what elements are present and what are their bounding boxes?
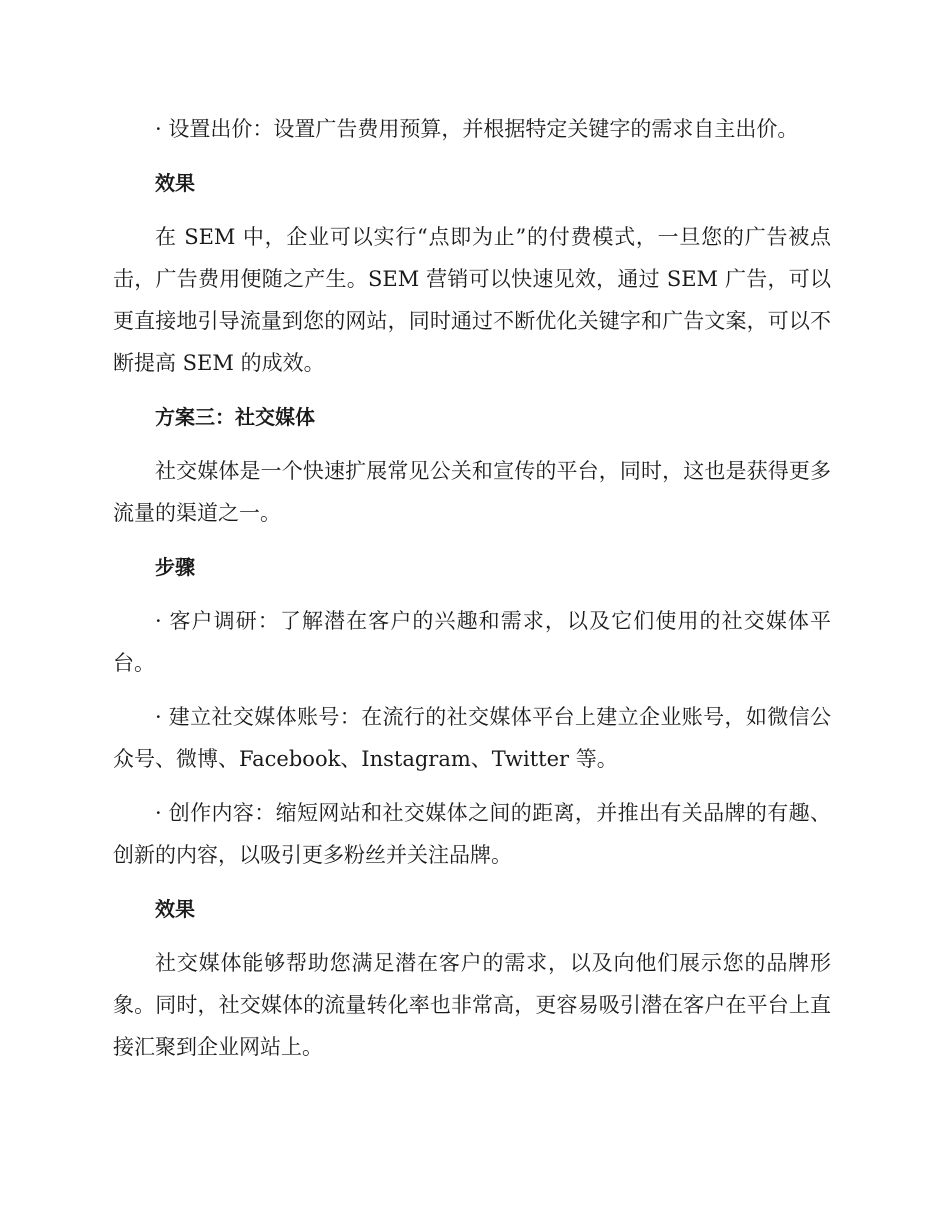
bullet-customer-research: · 客户调研：了解潜在客户的兴趣和需求，以及它们使用的社交媒体平台。	[113, 609, 831, 675]
document-page	[113, 108, 831, 1080]
bullet-create-content: · 创作内容：缩短网站和社交媒体之间的距离，并推出有关品牌的有趣、创新的内容，以吸引更多粉丝并关注品牌。	[113, 801, 831, 867]
heading-steps: 步骤	[155, 555, 195, 579]
bullet-set-bid: · 设置出价：设置广告费用预算，并根据特定关键字的需求自主出价。	[155, 117, 799, 141]
bullet-create-accounts: · 建立社交媒体账号：在流行的社交媒体平台上建立企业账号，如微信公众号、微博、Facebook、Instagram、Twitter 等。	[113, 705, 831, 771]
paragraph-sem-effect: 在 SEM 中，企业可以实行“点即为止”的付费模式，一旦您的广告被点击，广告费用便随之产生。SEM 营销可以快速见效，通过 SEM 广告，可以更直接地引导流量到您的网站，同时通过不断优化关键字和广告文案，可以不断提高 SEM 的成效。	[113, 225, 831, 375]
paragraph-social-intro: 社交媒体是一个快速扩展常见公关和宣传的平台，同时，这也是获得更多流量的渠道之一。	[113, 459, 831, 525]
heading-plan-three-social-media: 方案三：社交媒体	[155, 405, 315, 429]
heading-effect-social: 效果	[155, 897, 195, 921]
heading-effect-sem: 效果	[155, 171, 195, 195]
paragraph-social-effect: 社交媒体能够帮助您满足潜在客户的需求，以及向他们展示您的品牌形象。同时，社交媒体的流量转化率也非常高，更容易吸引潜在客户在平台上直接汇聚到企业网站上。	[113, 951, 831, 1059]
